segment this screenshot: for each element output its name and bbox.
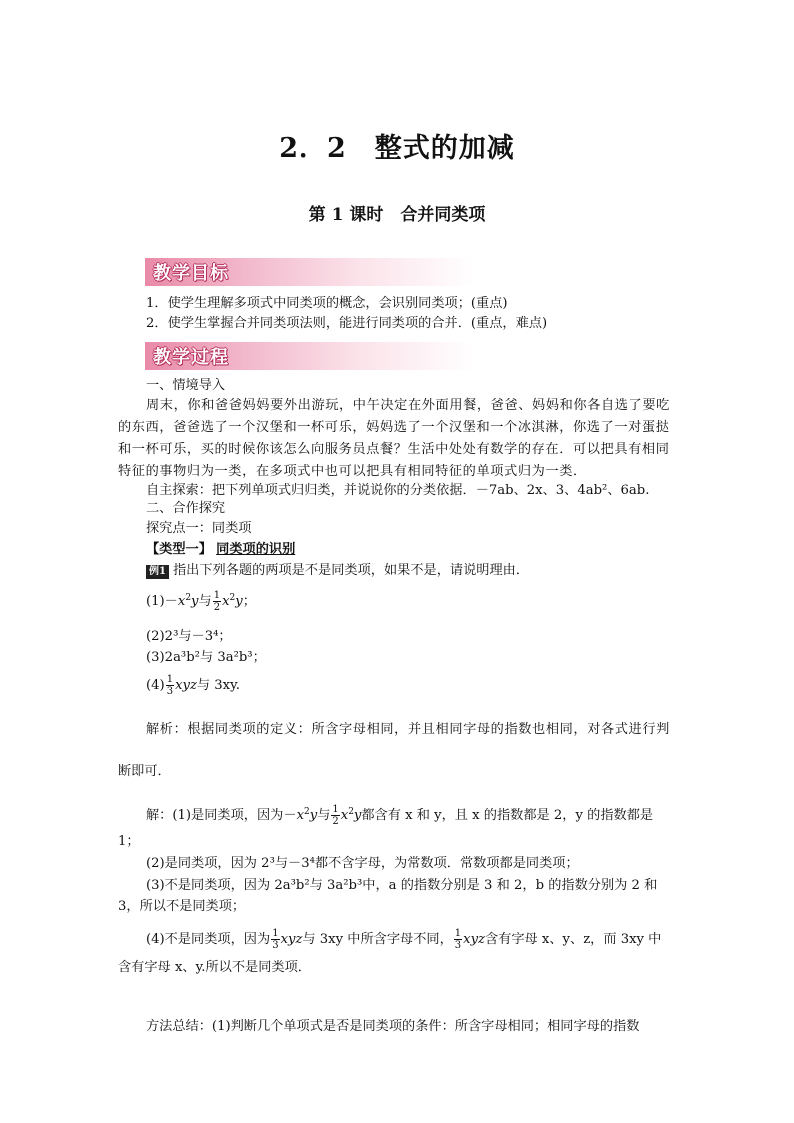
process-banner-label: 教学过程 bbox=[153, 347, 229, 368]
solution-fraction-third-a: $\frac{1}{3}$ bbox=[272, 928, 279, 951]
explore-line bbox=[146, 481, 649, 501]
lesson-subtitle: 第 1 课时 合并同类项 bbox=[308, 205, 486, 225]
solution-line-3: (3)不是同类项，因为 2a³b²与 3a²b³中，a 的指数分别是 3 和 2，b 的指数分别为 2 和 bbox=[146, 878, 658, 893]
item-4-suffix: 与 3xy. bbox=[196, 678, 241, 693]
process-banner bbox=[145, 342, 475, 370]
analysis-line-1: 解析：根据同类项的定义：所含字母相同，并且相同字母的指数也相同，对各式进行判 bbox=[146, 722, 670, 737]
intro-line-1: 周末，你和爸爸妈妈要外出游玩，中午决定在外面用餐，爸爸、妈妈和你各自选了要吃 bbox=[146, 398, 670, 413]
goal-2: 2．使学生掌握合并同类项法则，能进行同类项的合并．(重点，难点) bbox=[146, 316, 548, 331]
item-2: (2)2³与－3⁴； bbox=[146, 629, 232, 644]
explore-prefix: 自主探索：把下列单项式归归类，并说说你的分类依据． bbox=[146, 483, 476, 498]
solution-4a: (4)不是同类项，因为 bbox=[146, 932, 271, 947]
solution-4c: 含有字母 x、y、z，而 3xy 中 bbox=[484, 932, 662, 947]
solution-line-4-cont: 含有字母 x、y.所以不是同类项． bbox=[118, 960, 311, 975]
intro-line-2: 的东西，爸爸选了一个汉堡和一杯可乐，妈妈选了一个汉堡和一个冰淇淋，你选了一对蛋挞 bbox=[118, 420, 670, 435]
intro-line-4: 特征的事物归为一类，在多项式中也可以把具有相同特征的单项式归为一类． bbox=[118, 464, 587, 479]
explore-point-1: 探究点一：同类项 bbox=[146, 521, 252, 536]
solution-line-4: (4)不是同类项，因为 $\frac{1}{3}$ xyz与 3xy 中所含字母不同， $\frac{1}{3}$ xyz含有字母 x、y、z，而 3xy 中 bbox=[146, 928, 662, 951]
solution-1b: 与 bbox=[317, 808, 331, 823]
item-1-prefix: (1)－ bbox=[146, 594, 178, 609]
item-1-mid: 与 bbox=[198, 594, 212, 609]
intro-line-3: 和一杯可乐，买的时候你该怎么向服务员点餐？生活中处处有数学的存在．可以把具有相同 bbox=[118, 442, 670, 457]
item-1: $(1)-x^2y$与 $\frac{1}{2}$ $x^2y$； bbox=[146, 590, 256, 613]
solution-fraction-half: $\frac{1}{2}$ bbox=[332, 804, 339, 827]
goal-1: 1．使学生理解多项式中同类项的概念，会识别同类项；(重点) bbox=[146, 296, 508, 311]
example-1 bbox=[146, 561, 529, 581]
solution-1a: 解：(1)是同类项，因为－ bbox=[146, 808, 297, 823]
solution-line-1: 解：(1)是同类项，因为$-x^2y$与 $\frac{1}{2}$ $x^2y$都含有 x 和 y，且 x 的指数都是 2，y 的指数都是 bbox=[146, 804, 654, 827]
type-title: 同类项的识别 bbox=[216, 542, 296, 557]
page-title: 2．2 整式的加减 bbox=[279, 133, 515, 164]
goals-banner bbox=[145, 258, 475, 286]
solution-4b: 与 3xy 中所含字母不同， bbox=[302, 932, 453, 947]
item-4: (4) $\frac{1}{3}$ xyz与 3xy. bbox=[146, 674, 241, 697]
item-3: (3)2a³b²与 3a²b³； bbox=[146, 650, 266, 665]
analysis-line-2: 断即可． bbox=[118, 764, 171, 779]
type-heading bbox=[146, 540, 295, 560]
example-text: 指出下列各题的两项是不是同类项，如果不是，请说明理由． bbox=[172, 563, 530, 578]
item-4-prefix: (4) bbox=[146, 678, 165, 693]
example-badge: 例1 bbox=[146, 565, 169, 579]
explore-terms: －7ab、2x、3、4ab²、6ab. bbox=[475, 483, 650, 498]
solution-line-2: (2)是同类项，因为 2³与－3⁴都不含字母，为常数项．常数项都是同类项； bbox=[146, 856, 579, 871]
section-heading-intro: 一、情境导入 bbox=[146, 378, 226, 393]
solution-line-1-cont: 1； bbox=[118, 834, 140, 849]
fraction-half: $\frac{1}{2}$ bbox=[213, 590, 221, 613]
method-summary: 方法总结：(1)判断几个单项式是否是同类项的条件：所含字母相同；相同字母的指数 bbox=[146, 1019, 640, 1034]
solution-line-3-cont: 3，所以不是同类项； bbox=[118, 899, 246, 914]
solution-1c: 都含有 x 和 y，且 x 的指数都是 2，y 的指数都是 bbox=[361, 808, 654, 823]
type-label: 【类型一】 bbox=[146, 542, 212, 557]
goals-banner-label: 教学目标 bbox=[153, 263, 229, 284]
section-heading-explore: 二、合作探究 bbox=[146, 501, 226, 516]
fraction-third: $\frac{1}{3}$ bbox=[166, 674, 174, 697]
solution-fraction-third-b: $\frac{1}{3}$ bbox=[454, 928, 462, 951]
